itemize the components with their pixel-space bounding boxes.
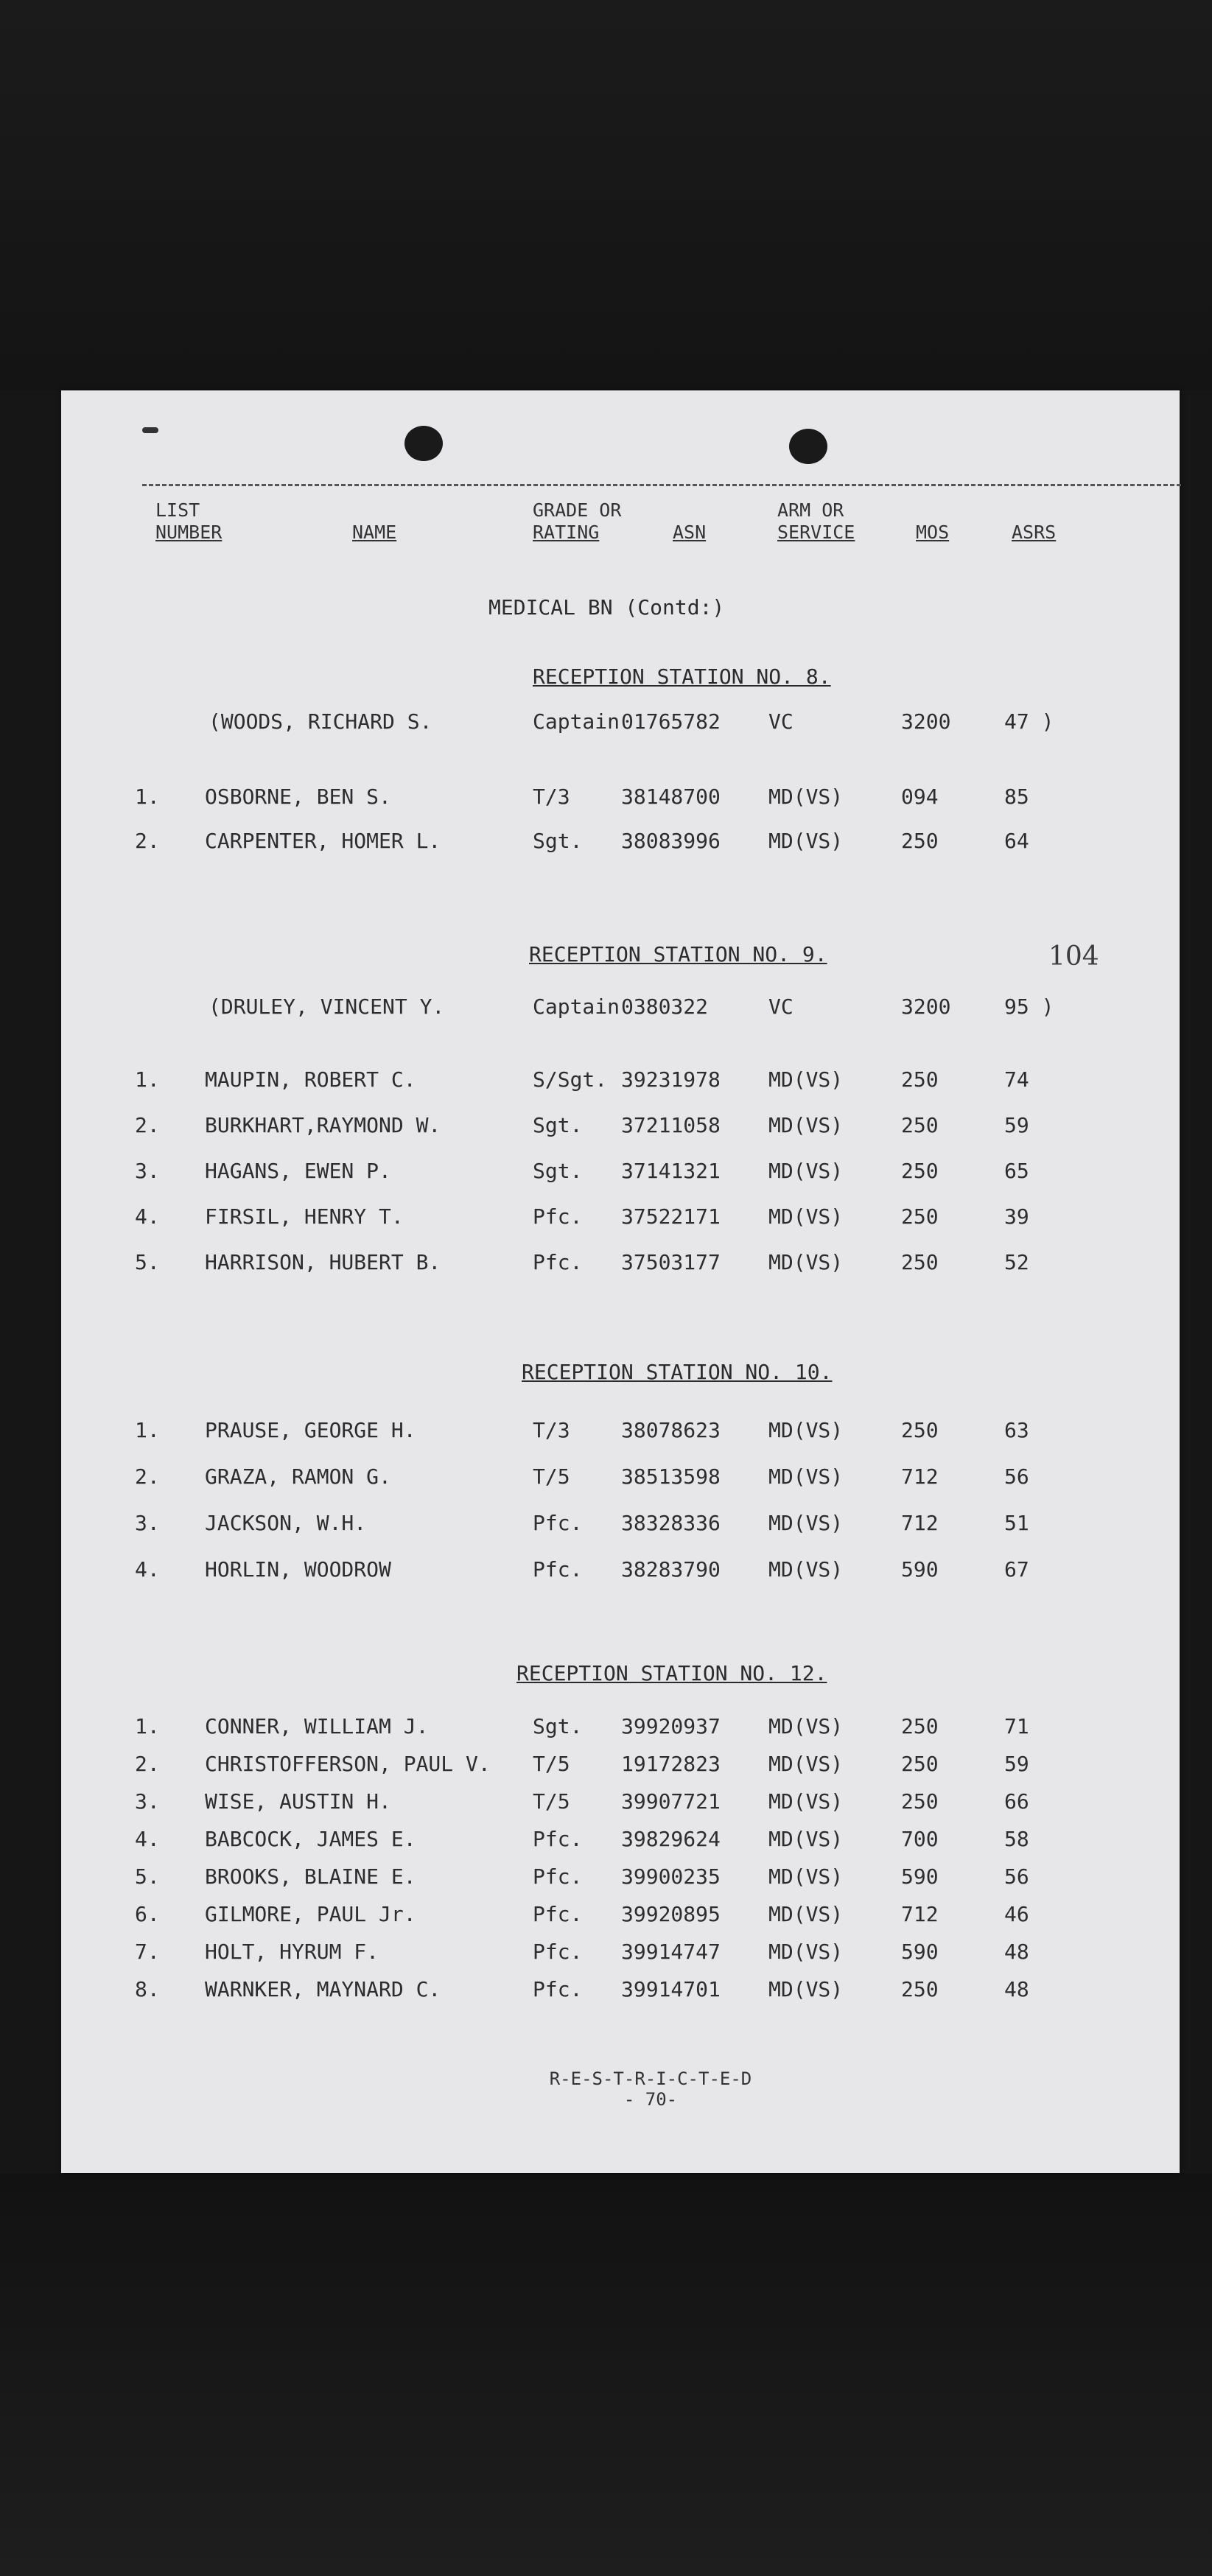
roster-service: MD(VS) (768, 1714, 844, 1738)
roster-asrs: 67 (1004, 1557, 1029, 1582)
section-title: RECEPTION STATION NO. 12. (516, 1661, 827, 1685)
roster-rank: Sgt. (533, 1113, 583, 1137)
roster-row (61, 1158, 1180, 1185)
section-title: RECEPTION STATION NO. 9. (529, 942, 827, 966)
roster-asrs: 51 (1004, 1511, 1029, 1535)
officer-rank: Captain (533, 709, 620, 734)
restricted-marking: R-E-S-T-R-I-C-T-E-D (549, 2068, 752, 2089)
officer-service: VC (768, 709, 794, 734)
officer-name: (DRULEY, VINCENT Y. (209, 994, 445, 1019)
header-grade: GRADE OR RATING (533, 499, 622, 543)
roster-mos: 250 (901, 1159, 939, 1183)
roster-name: HORLIN, WOODROW (205, 1557, 391, 1582)
roster-service: MD(VS) (768, 1067, 844, 1092)
roster-num: 1. (135, 1714, 160, 1738)
roster-name: CHRISTOFFERSON, PAUL V. (205, 1752, 491, 1776)
roster-name: OSBORNE, BEN S. (205, 785, 391, 809)
roster-service: MD(VS) (768, 1250, 844, 1274)
roster-service: MD(VS) (768, 1902, 844, 1926)
roster-asrs: 56 (1004, 1864, 1029, 1889)
roster-name: HOLT, HYRUM F. (205, 1940, 379, 1964)
roster-name: CONNER, WILLIAM J. (205, 1714, 429, 1738)
scanner-background-top (0, 0, 1212, 390)
roster-rank: T/5 (533, 1789, 570, 1814)
roster-asrs: 48 (1004, 1977, 1029, 2001)
roster-asn: 39829624 (621, 1827, 721, 1851)
roster-row (61, 784, 1180, 810)
roster-name: WARNKER, MAYNARD C. (205, 1977, 441, 2001)
roster-asrs: 58 (1004, 1827, 1029, 1851)
roster-name: BURKHART,RAYMOND W. (205, 1113, 441, 1137)
section-title: RECEPTION STATION NO. 10. (522, 1360, 833, 1384)
roster-name: BROOKS, BLAINE E. (205, 1864, 416, 1889)
roster-mos: 712 (901, 1511, 939, 1535)
roster-num: 5. (135, 1864, 160, 1889)
roster-rank: Pfc. (533, 1557, 583, 1582)
footer-page-number: - 70- (623, 2089, 678, 2110)
roster-num: 2. (135, 1464, 160, 1489)
continued-heading: MEDICAL BN (Contd:) (488, 595, 725, 620)
roster-num: 1. (135, 1067, 160, 1092)
roster-row (61, 1249, 1180, 1276)
header-asn: ASN (673, 522, 707, 543)
roster-service: MD(VS) (768, 1940, 844, 1964)
roster-mos: 250 (901, 1977, 939, 2001)
roster-service: MD(VS) (768, 1789, 844, 1814)
roster-rank: Sgt. (533, 829, 583, 853)
roster-num: 7. (135, 1940, 160, 1964)
roster-asn: 38148700 (621, 785, 721, 809)
officer-mos: 3200 (901, 709, 951, 734)
roster-asrs: 56 (1004, 1464, 1029, 1489)
roster-rank: Pfc. (533, 1827, 583, 1851)
header-name: NAME (352, 522, 397, 543)
roster-mos: 590 (901, 1940, 939, 1964)
scanner-background-bottom (0, 2173, 1212, 2576)
roster-asn: 37211058 (621, 1113, 721, 1137)
officer-asn: 0380322 (621, 994, 709, 1019)
roster-mos: 712 (901, 1464, 939, 1489)
roster-rank: T/5 (533, 1464, 570, 1489)
roster-asrs: 85 (1004, 785, 1029, 809)
officer-row (61, 709, 1180, 735)
roster-service: MD(VS) (768, 1752, 844, 1776)
roster-service: MD(VS) (768, 829, 844, 853)
roster-rank: T/5 (533, 1752, 570, 1776)
roster-asn: 39907721 (621, 1789, 721, 1814)
roster-row (61, 1204, 1180, 1230)
roster-mos: 250 (901, 1418, 939, 1442)
roster-asn: 39914747 (621, 1940, 721, 1964)
roster-asn: 38283790 (621, 1557, 721, 1582)
margin-mark (142, 427, 158, 433)
roster-rank: T/3 (533, 1418, 570, 1442)
roster-row (61, 1864, 1180, 1890)
roster-asrs: 46 (1004, 1902, 1029, 1926)
roster-name: MAUPIN, ROBERT C. (205, 1067, 416, 1092)
roster-service: MD(VS) (768, 1977, 844, 2001)
roster-row (61, 1751, 1180, 1777)
roster-name: CARPENTER, HOMER L. (205, 829, 441, 853)
officer-name: (WOODS, RICHARD S. (209, 709, 432, 734)
header-list-number: LIST NUMBER (155, 499, 223, 543)
roster-service: MD(VS) (768, 1827, 844, 1851)
roster-mos: 590 (901, 1557, 939, 1582)
roster-mos: 250 (901, 829, 939, 853)
officer-asrs: 95 ) (1004, 994, 1054, 1019)
roster-asn: 38083996 (621, 829, 721, 853)
roster-rank: Pfc. (533, 1864, 583, 1889)
roster-name: JACKSON, W.H. (205, 1511, 367, 1535)
roster-asn: 37522171 (621, 1204, 721, 1229)
roster-name: GILMORE, PAUL Jr. (205, 1902, 416, 1926)
roster-num: 4. (135, 1204, 160, 1229)
roster-asrs: 52 (1004, 1250, 1029, 1274)
roster-mos: 250 (901, 1067, 939, 1092)
roster-asrs: 63 (1004, 1418, 1029, 1442)
roster-name: PRAUSE, GEORGE H. (205, 1418, 416, 1442)
header-asrs: ASRS (1012, 522, 1057, 543)
roster-asrs: 59 (1004, 1113, 1029, 1137)
roster-asn: 37141321 (621, 1159, 721, 1183)
roster-row (61, 1557, 1180, 1583)
roster-row (61, 1976, 1180, 2003)
roster-service: MD(VS) (768, 1511, 844, 1535)
roster-row (61, 1826, 1180, 1853)
roster-mos: 712 (901, 1902, 939, 1926)
roster-service: MD(VS) (768, 1159, 844, 1183)
punch-hole-left (404, 426, 443, 461)
roster-asrs: 59 (1004, 1752, 1029, 1776)
roster-asrs: 48 (1004, 1940, 1029, 1964)
roster-num: 4. (135, 1827, 160, 1851)
roster-rank: Pfc. (533, 1977, 583, 2001)
section-title: RECEPTION STATION NO. 8. (533, 664, 831, 689)
roster-num: 1. (135, 1418, 160, 1442)
roster-asrs: 71 (1004, 1714, 1029, 1738)
roster-name: HAGANS, EWEN P. (205, 1159, 391, 1183)
roster-mos: 094 (901, 785, 939, 809)
roster-rank: S/Sgt. (533, 1067, 608, 1092)
punch-hole-right (789, 429, 827, 464)
roster-row (61, 1901, 1180, 1928)
handwritten-page-number: 104 (1048, 941, 1099, 972)
officer-service: VC (768, 994, 794, 1019)
roster-asn: 39231978 (621, 1067, 721, 1092)
roster-row (61, 1789, 1180, 1815)
roster-rank: Pfc. (533, 1940, 583, 1964)
roster-service: MD(VS) (768, 785, 844, 809)
roster-asn: 39900235 (621, 1864, 721, 1889)
officer-row (61, 994, 1180, 1020)
roster-row (61, 828, 1180, 854)
roster-name: HARRISON, HUBERT B. (205, 1250, 441, 1274)
roster-mos: 250 (901, 1250, 939, 1274)
roster-mos: 590 (901, 1864, 939, 1889)
roster-row (61, 1464, 1180, 1490)
roster-name: WISE, AUSTIN H. (205, 1789, 391, 1814)
roster-rank: Pfc. (533, 1511, 583, 1535)
header-top-rule (142, 484, 1181, 486)
roster-asrs: 65 (1004, 1159, 1029, 1183)
roster-rank: Pfc. (533, 1204, 583, 1229)
roster-mos: 250 (901, 1714, 939, 1738)
roster-mos: 250 (901, 1204, 939, 1229)
roster-rank: Sgt. (533, 1714, 583, 1738)
roster-name: GRAZA, RAMON G. (205, 1464, 391, 1489)
officer-asrs: 47 ) (1004, 709, 1054, 734)
roster-num: 3. (135, 1789, 160, 1814)
officer-asn: 01765782 (621, 709, 721, 734)
roster-num: 5. (135, 1250, 160, 1274)
roster-asrs: 74 (1004, 1067, 1029, 1092)
roster-num: 2. (135, 829, 160, 853)
roster-asn: 39914701 (621, 1977, 721, 2001)
roster-name: FIRSIL, HENRY T. (205, 1204, 404, 1229)
roster-mos: 250 (901, 1113, 939, 1137)
roster-asn: 39920895 (621, 1902, 721, 1926)
roster-num: 3. (135, 1511, 160, 1535)
roster-row (61, 1417, 1180, 1444)
roster-asrs: 64 (1004, 829, 1029, 853)
roster-asn: 19172823 (621, 1752, 721, 1776)
roster-row (61, 1510, 1180, 1537)
roster-rank: T/3 (533, 785, 570, 809)
roster-service: MD(VS) (768, 1557, 844, 1582)
roster-rank: Pfc. (533, 1250, 583, 1274)
roster-num: 2. (135, 1752, 160, 1776)
roster-num: 2. (135, 1113, 160, 1137)
roster-rank: Sgt. (533, 1159, 583, 1183)
roster-asn: 39920937 (621, 1714, 721, 1738)
roster-name: BABCOCK, JAMES E. (205, 1827, 416, 1851)
roster-asn: 38513598 (621, 1464, 721, 1489)
roster-asrs: 66 (1004, 1789, 1029, 1814)
roster-mos: 700 (901, 1827, 939, 1851)
roster-service: MD(VS) (768, 1464, 844, 1489)
roster-asn: 38078623 (621, 1418, 721, 1442)
header-arm-service: ARM OR SERVICE (777, 499, 855, 543)
roster-asn: 38328336 (621, 1511, 721, 1535)
roster-service: MD(VS) (768, 1204, 844, 1229)
roster-row (61, 1067, 1180, 1093)
roster-rank: Pfc. (533, 1902, 583, 1926)
roster-mos: 250 (901, 1752, 939, 1776)
roster-service: MD(VS) (768, 1864, 844, 1889)
roster-asrs: 39 (1004, 1204, 1029, 1229)
roster-num: 3. (135, 1159, 160, 1183)
document-page (61, 390, 1180, 2173)
roster-service: MD(VS) (768, 1113, 844, 1137)
roster-row (61, 1939, 1180, 1965)
roster-row (61, 1713, 1180, 1740)
roster-asn: 37503177 (621, 1250, 721, 1274)
officer-rank: Captain (533, 994, 620, 1019)
officer-mos: 3200 (901, 994, 951, 1019)
roster-num: 6. (135, 1902, 160, 1926)
roster-num: 1. (135, 785, 160, 809)
roster-mos: 250 (901, 1789, 939, 1814)
roster-service: MD(VS) (768, 1418, 844, 1442)
header-mos: MOS (916, 522, 950, 543)
roster-num: 8. (135, 1977, 160, 2001)
roster-row (61, 1112, 1180, 1139)
roster-num: 4. (135, 1557, 160, 1582)
